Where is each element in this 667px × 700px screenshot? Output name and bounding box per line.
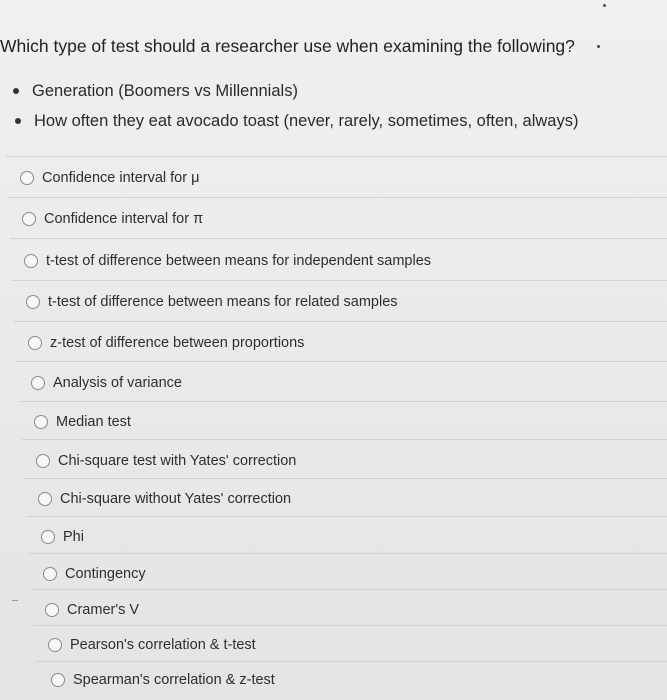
answer-option[interactable] (20, 166, 199, 190)
option-divider (19, 401, 667, 402)
radio-button[interactable] (20, 171, 34, 185)
answer-option-label: Confidence interval for π (44, 211, 204, 227)
answer-option[interactable] (41, 525, 84, 549)
answer-option-label: Spearman's correlation & z-test (73, 672, 275, 688)
answer-option[interactable] (36, 449, 296, 473)
answer-option-label: t-test of difference between means for independent samples (46, 253, 432, 269)
option-divider (26, 516, 667, 517)
radio-button[interactable] (22, 212, 36, 226)
bullet-dot (13, 88, 19, 94)
answer-option-label: Confidence interval for μ (42, 170, 200, 186)
radio-button[interactable] (36, 454, 50, 468)
answer-option-label: Chi-square test with Yates' correction (58, 453, 297, 469)
option-divider (31, 589, 667, 590)
question-text: Which type of test should a researcher use when examining the following? (0, 36, 575, 56)
radio-button[interactable] (28, 336, 42, 350)
answer-option-label: Cramer's V (67, 602, 140, 618)
answer-option-label: Phi (63, 529, 84, 545)
options-top-divider (6, 156, 667, 157)
corner-dot (597, 45, 600, 48)
bullet-dot (15, 118, 21, 124)
radio-button[interactable] (38, 492, 52, 506)
radio-button[interactable] (43, 567, 57, 581)
radio-button[interactable] (48, 638, 62, 652)
answer-option[interactable] (34, 410, 131, 434)
radio-button[interactable] (45, 603, 59, 617)
answer-option-label: z-test of difference between proportions (50, 335, 305, 351)
answer-option[interactable] (51, 668, 275, 692)
answer-option[interactable] (24, 249, 431, 273)
answer-option-label: Contingency (65, 566, 146, 582)
option-divider (36, 661, 667, 662)
bullet-text: Generation (Boomers vs Millennials) (32, 82, 298, 100)
radio-button[interactable] (41, 530, 55, 544)
bullet-text: How often they eat avocado toast (never, rarely, sometimes, often, always) (34, 112, 579, 130)
answer-option-label: Chi-square without Yates' correction (60, 491, 292, 507)
answer-option-label: Analysis of variance (53, 375, 182, 391)
answer-option[interactable] (48, 633, 256, 657)
option-divider (12, 280, 667, 281)
option-divider (16, 361, 667, 362)
option-divider (14, 321, 667, 322)
answer-option[interactable] (26, 290, 398, 314)
answer-option-label: t-test of difference between means for related samples (48, 294, 398, 310)
option-divider (22, 439, 667, 440)
answer-option-label: Pearson's correlation & t-test (70, 637, 256, 653)
answer-option[interactable] (38, 487, 291, 511)
answer-option[interactable] (31, 371, 182, 395)
corner-dot-top (603, 4, 606, 7)
option-divider (8, 197, 667, 198)
radio-button[interactable] (26, 295, 40, 309)
radio-button[interactable] (34, 415, 48, 429)
option-divider (24, 478, 667, 479)
radio-button[interactable] (24, 254, 38, 268)
answer-option[interactable] (28, 331, 304, 355)
radio-button[interactable] (51, 673, 65, 687)
answer-option-label: Median test (56, 414, 131, 430)
option-divider (29, 553, 667, 554)
option-divider (10, 238, 667, 239)
answer-option[interactable] (43, 562, 146, 586)
radio-button[interactable] (31, 376, 45, 390)
edge-mark (12, 600, 18, 601)
answer-option[interactable] (22, 207, 203, 231)
answer-option[interactable] (45, 598, 139, 622)
option-divider (33, 625, 667, 626)
